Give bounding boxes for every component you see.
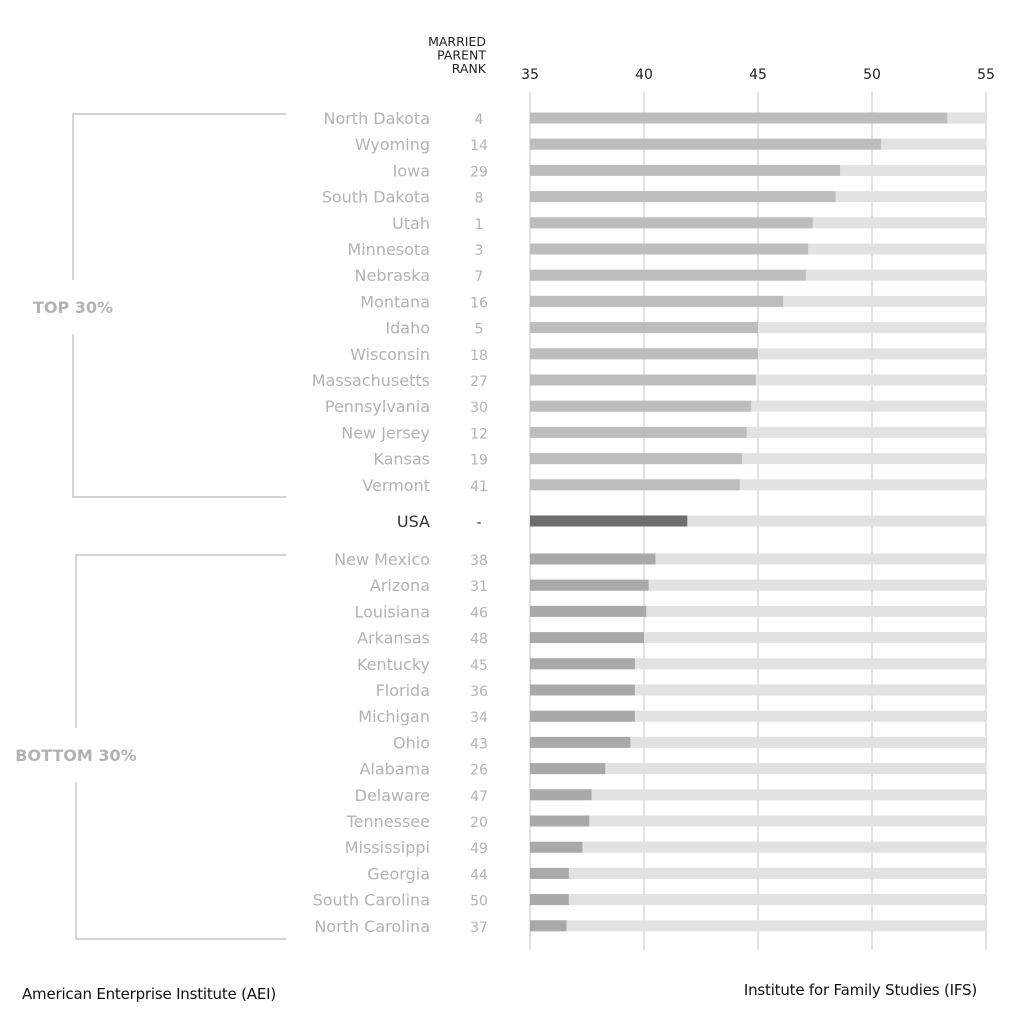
bar-track (530, 842, 986, 853)
bar-kentucky (530, 658, 635, 669)
rank-label: 26 (470, 762, 488, 779)
bar-north-dakota (530, 113, 947, 124)
x-tick-label: 40 (635, 67, 653, 83)
rank-label: 18 (470, 347, 488, 364)
rank-label: 29 (470, 164, 488, 181)
group-brackets (15, 114, 286, 939)
bar-track (530, 816, 986, 827)
state-label: Georgia (367, 864, 430, 884)
rank-label: 20 (470, 815, 488, 831)
state-label: Michigan (358, 707, 430, 727)
rank-label: 7 (474, 269, 484, 286)
state-label: Nebraska (354, 266, 430, 286)
bar-new-mexico (530, 554, 655, 565)
bar-track (530, 894, 986, 905)
state-label: Vermont (362, 475, 430, 495)
state-label: North Carolina (314, 916, 430, 936)
bar-track (530, 789, 986, 800)
rank-label: 37 (470, 919, 488, 936)
bar-alabama (530, 763, 605, 774)
bottom-group-label: BOTTOM 30% (15, 746, 137, 765)
bar-nebraska (530, 270, 806, 281)
bar-pennsylvania (530, 401, 751, 412)
rank-label: 5 (474, 321, 484, 338)
rank-label: 47 (470, 788, 488, 805)
state-label: Tennessee (346, 812, 430, 831)
state-label: South Dakota (321, 187, 430, 207)
state-labels (312, 109, 430, 936)
bar-new-jersey (530, 427, 747, 438)
rank-header-line: MARRIED (428, 34, 486, 49)
rank-label: 46 (470, 605, 488, 622)
rank-label: 12 (470, 426, 488, 443)
state-label: Minnesota (347, 240, 430, 259)
top-group-label: TOP 30% (32, 298, 114, 317)
top-bracket-lower (73, 334, 286, 497)
bar-south-dakota (530, 191, 836, 202)
bar-minnesota (530, 244, 808, 255)
bar-michigan (530, 711, 635, 722)
x-tick-label: 35 (521, 67, 539, 83)
rank-label: 41 (470, 478, 488, 495)
rank-header-line: PARENT (437, 47, 486, 63)
state-label: Arkansas (357, 628, 430, 648)
bar-tennessee (530, 816, 589, 827)
state-label: Idaho (385, 318, 430, 338)
rank-label: 4 (474, 112, 484, 128)
state-label: Montana (360, 292, 430, 312)
bar-usa (530, 516, 687, 527)
bar-track (530, 868, 986, 879)
state-label: New Jersey (341, 423, 430, 443)
footer-source-left: American Enterprise Institute (AEI) (22, 985, 277, 1003)
bar-louisiana (530, 606, 646, 617)
state-label: Pennsylvania (324, 397, 430, 417)
bar-montana (530, 296, 783, 307)
state-label: Louisiana (354, 602, 430, 622)
bar-arizona (530, 580, 649, 591)
rank-label: - (476, 515, 482, 531)
state-label: South Carolina (312, 890, 430, 910)
bar-iowa (530, 165, 840, 176)
x-axis-ticks (521, 67, 995, 83)
rank-label: 16 (470, 295, 488, 312)
bar-idaho (530, 322, 758, 333)
state-label: Wisconsin (350, 344, 430, 364)
bar-south-carolina (530, 894, 569, 905)
state-label: Ohio (393, 733, 430, 753)
bar-delaware (530, 789, 592, 800)
bar-massachusetts (530, 375, 756, 386)
state-label: Mississippi (344, 838, 430, 858)
bar-arkansas (530, 632, 644, 643)
bar-georgia (530, 868, 569, 879)
top-bracket-upper (73, 114, 286, 280)
x-tick-label: 50 (863, 67, 881, 83)
state-label: Iowa (392, 161, 430, 181)
bar-utah (530, 217, 813, 228)
rank-label: 50 (470, 893, 488, 910)
bottom-bracket-lower (76, 782, 286, 939)
bar-wyoming (530, 139, 881, 150)
state-label: Alabama (359, 759, 430, 779)
rank-header-line: RANK (451, 61, 486, 76)
rank-label: 14 (470, 138, 488, 155)
rank-label: 43 (470, 736, 488, 753)
state-label: New Mexico (334, 550, 430, 569)
rank-label: 48 (470, 631, 488, 648)
bar-wisconsin (530, 348, 758, 359)
rank-label: 19 (470, 452, 488, 469)
x-tick-label: 45 (749, 67, 767, 83)
rank-label: 36 (470, 684, 488, 700)
rank-column-header (428, 34, 487, 76)
state-label: Florida (375, 681, 430, 700)
bar-vermont (530, 479, 740, 490)
rank-label: 27 (470, 374, 488, 390)
rank-label: 34 (470, 710, 488, 727)
state-label: USA (396, 512, 430, 531)
rank-label: 8 (474, 190, 484, 207)
bar-kansas (530, 453, 742, 464)
bar-track (530, 920, 986, 931)
rank-label: 38 (470, 553, 488, 569)
state-label: Wyoming (354, 135, 430, 155)
state-label: Utah (392, 213, 430, 233)
rank-label: 45 (470, 657, 488, 674)
bottom-bracket-upper (76, 555, 286, 728)
rank-label: 49 (470, 841, 488, 858)
state-label: North Dakota (323, 109, 430, 128)
bar-mississippi (530, 842, 582, 853)
state-label: Arizona (369, 576, 430, 596)
bar-north-carolina (530, 920, 566, 931)
rank-label: 44 (470, 867, 488, 884)
state-label: Kentucky (356, 654, 430, 674)
footer-source-right: Institute for Family Studies (IFS) (743, 981, 977, 999)
state-label: Kansas (373, 449, 430, 469)
state-label: Delaware (354, 785, 430, 805)
state-label: Massachusetts (311, 371, 430, 390)
x-tick-label: 55 (977, 67, 995, 83)
rank-label: 31 (470, 579, 488, 596)
rank-labels (470, 112, 488, 936)
rank-label: 30 (470, 400, 488, 417)
bar-ohio (530, 737, 630, 748)
bar-florida (530, 685, 635, 696)
rank-label: 1 (474, 216, 484, 233)
rank-label: 3 (474, 243, 484, 259)
